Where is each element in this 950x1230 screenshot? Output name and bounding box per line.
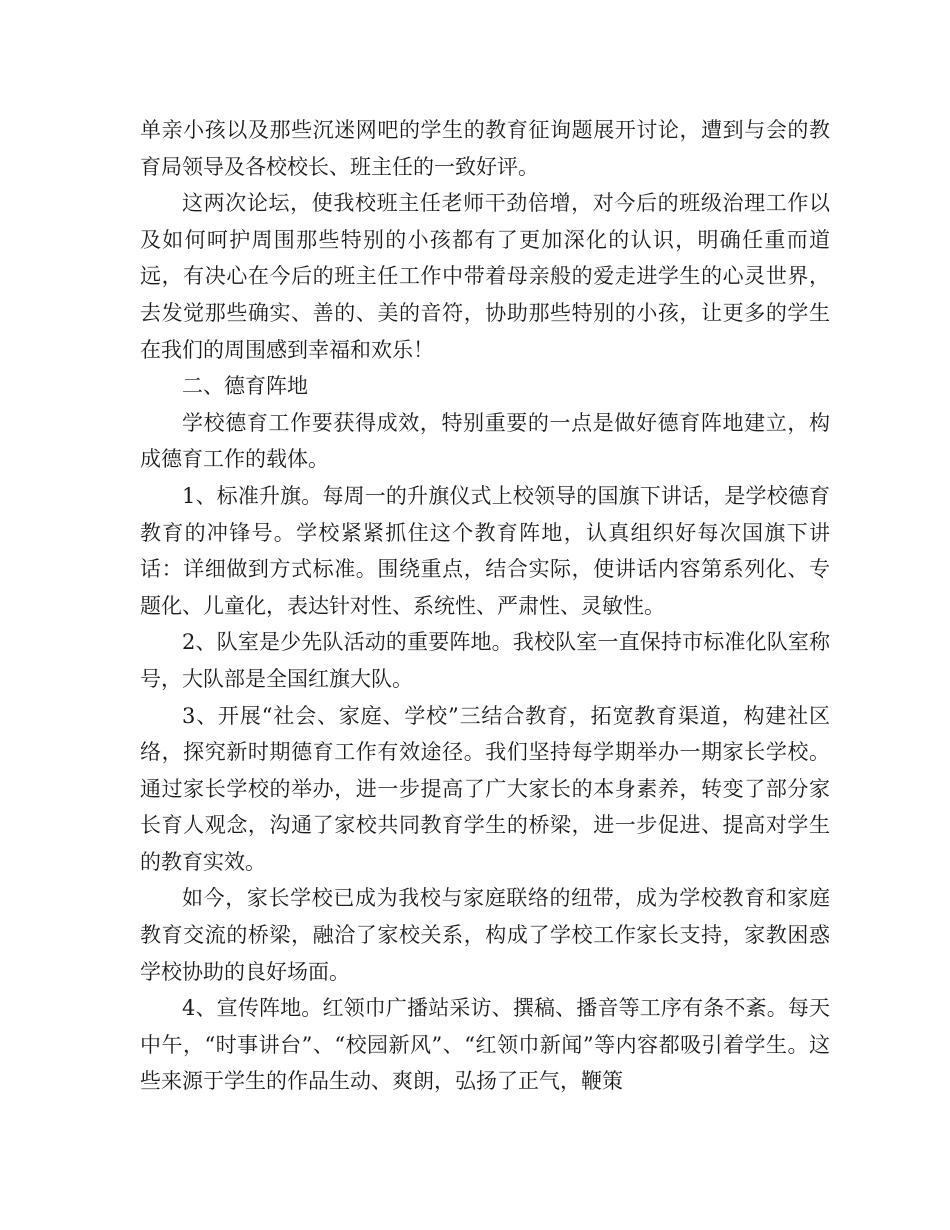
- document-body: [140, 112, 830, 1100]
- paragraph-three-combination: 3、开展“社会、家庭、学校”三结合教育，拓宽教育渠道，构建社区络，探究新时期德育工作有效途径。我们坚持每学期举办一期家长学校。通过家长学校的举办，进一步提高了广大家长的本身素养，转变了部分家长育人观念，沟通了家校共同教育学生的桥梁，进一步促进、提高对学生的教育实效。: [140, 703, 830, 874]
- paragraph-publicity: 4、宣传阵地。红领巾广播站采访、撰稿、播音等工序有条不紊。每天中午，“时事讲台”、“校园新风”、“红领巾新闻”等内容都吸引着学生。这些来源于学生的作品生动、爽朗，弘扬了正气，鞭策: [140, 996, 830, 1094]
- paragraph-moral-education-intro: 学校德育工作要获得成效，特别重要的一点是做好德育阵地建立，构成德育工作的载体。: [140, 410, 830, 472]
- section-heading-moral-education: 二、德育阵地: [182, 374, 308, 399]
- paragraph-flag-raising: 1、标准升旗。每周一的升旗仪式上校领导的国旗下讲话，是学校德育教育的冲锋号。学校紧紧抓住这个教育阵地，认真组织好每次国旗下讲话：详细做到方式标准。围绕重点，结合实际，使讲话内容第系列化、专题化、儿童化，表达针对性、系统性、严肃性、灵敏性。: [140, 483, 830, 618]
- paragraph-continuation: 单亲小孩以及那些沉迷网吧的学生的教育征询题展开讨论，遭到与会的教育局领导及各校校长、班主任的一致好评。: [140, 118, 830, 179]
- paragraph-forum-summary: 这两次论坛，使我校班主任老师干劲倍增，对今后的班级治理工作以及如何呵护周围那些特别的小孩都有了更加深化的认识，明确任重而道远，有决心在今后的班主任工作中带着母亲般的爱走进学生的心灵世界，去发觉那些确实、善的、美的音符，协助那些特别的小孩，让更多的学生在我们的周围感到幸福和欢乐！: [140, 191, 830, 362]
- paragraph-team-room: 2、队室是少先队活动的重要阵地。我校队室一直保持市标准化队室称号，大队部是全国红旗大队。: [140, 630, 830, 691]
- paragraph-parent-school: 如今，家长学校已成为我校与家庭联络的纽带，成为学校教育和家庭教育交流的桥梁，融洽了家校关系，构成了学校工作家长支持，家教困惑学校协助的良好场面。: [140, 886, 830, 984]
